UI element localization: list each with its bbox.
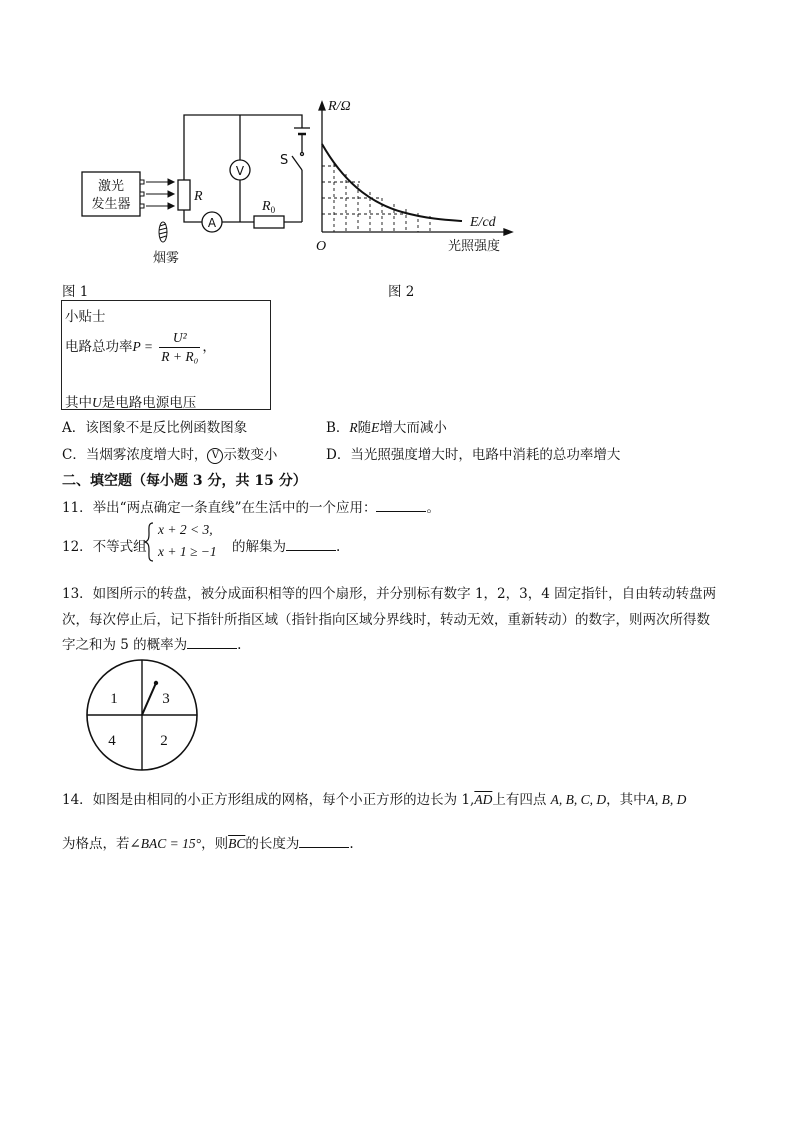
q12-suffix: 的解集为: [232, 539, 286, 555]
q12-prefix: 12．不等式组: [62, 539, 147, 555]
voltmeter-symbol-icon: V: [207, 448, 223, 464]
r-label: R: [194, 189, 203, 204]
question-11: [62, 496, 440, 516]
q14-line1: [62, 788, 686, 808]
graph-curve: [322, 144, 462, 221]
arc-ad: $\overline{AD}$: [474, 792, 493, 807]
option-a: A．该图象不是反比例函数图象: [62, 420, 248, 436]
photoresistor: [178, 180, 190, 210]
tip-line3: [65, 391, 196, 411]
q13-answer-blank: [187, 636, 237, 649]
tip-formula-prefix: 电路总功率: [65, 339, 133, 355]
q14-angle: ∠BAC = 15°: [129, 836, 202, 851]
section2-title: 二、填空题（每小题 3 分，共 15 分）: [62, 473, 307, 489]
laser-label-line1: 激光: [97, 179, 125, 194]
figure1-caption: 图 1: [62, 284, 89, 300]
q14-line1-prefix: 14．如图是由相同的小正方形组成的网格，每个小正方形的边长为 1,: [62, 792, 475, 808]
option-b-mid: 随: [357, 420, 372, 436]
sector-label-2: 2: [160, 733, 168, 749]
tip-line3-prefix: 其中: [65, 395, 92, 411]
q11-end: 。: [426, 500, 440, 516]
fraction-numerator: U²: [159, 329, 200, 348]
laser-label-line2: 发生器: [91, 197, 131, 212]
figure2-caption: 图 2: [388, 284, 415, 300]
q14-line2-end: .: [349, 836, 354, 852]
ammeter-label: A: [207, 216, 217, 230]
q12-suffix-group: [232, 535, 340, 555]
q14-line2-mid: ，则: [201, 836, 229, 852]
tip-formula-suffix: ，: [202, 339, 216, 355]
switch-label: S: [280, 153, 289, 168]
q14-points2: A, B, D: [646, 792, 687, 807]
q14-line2-prefix: 为格点，若: [62, 836, 130, 852]
switch-icon: [292, 153, 304, 171]
q14-answer-blank: [299, 835, 349, 848]
q12-answer-blank: [286, 538, 336, 551]
smoke-icon: [159, 222, 167, 242]
tip-line3-suffix: 是电路电源电压: [101, 395, 197, 411]
option-d: D．当光照强度增大时，电路中消耗的总功率增大: [326, 447, 621, 463]
option-b-var1: R: [349, 420, 358, 435]
tip-title: 小贴士: [65, 309, 106, 325]
circuit-diagram: [78, 108, 318, 278]
q14-line2: [62, 832, 354, 852]
q14-line1-mid2: ，其中: [606, 792, 647, 808]
smoke-label: 烟雾: [152, 251, 180, 266]
laser-beams: [140, 179, 174, 209]
battery-icon: [294, 128, 310, 134]
sector-label-4: 4: [108, 733, 116, 749]
q12-line2: x + 1 ≥ −1: [158, 544, 217, 559]
tip-formula-var: P =: [132, 339, 153, 354]
x-desc-label: 光照强度: [448, 239, 501, 254]
option-c-suffix: 示数变小: [223, 447, 278, 463]
fraction-denominator: R + R₀: [161, 349, 199, 364]
q13-line3-end: .: [237, 637, 242, 653]
r0-label: $R_0$: [262, 199, 276, 215]
q11-answer-blank: [376, 499, 426, 512]
y-axis-label: R/Ω: [328, 99, 351, 114]
tip-box: [61, 300, 271, 410]
resistor-r0: [254, 216, 284, 228]
option-c-prefix: C．当烟雾浓度增大时，: [62, 447, 208, 463]
tip-formula: [65, 329, 216, 366]
option-b-var2: E: [371, 420, 380, 435]
q13-line1: 13．如图所示的转盘，被分成面积相等的四个扇形，并分别标有数字 1，2，3，4 固定指针，自由转动转盘两: [62, 586, 717, 602]
sector-label-1: 1: [110, 691, 118, 707]
q12-end: .: [336, 539, 341, 555]
tip-line3-var: U: [92, 395, 102, 410]
q14-line2-suffix: 的长度为: [245, 836, 300, 852]
option-b: [326, 416, 447, 436]
spinner-dial: [84, 657, 200, 773]
sector-label-3: 3: [162, 691, 170, 707]
graph-dashed-grid: [322, 164, 430, 232]
q13-line3: [62, 633, 241, 653]
option-c: [62, 443, 277, 464]
q11-text: 11．举出“两点确定一条直线”在生活中的一个应用：: [62, 500, 377, 516]
origin-label: O: [316, 239, 327, 254]
voltmeter-label: V: [235, 164, 245, 178]
option-b-prefix: B．: [326, 420, 350, 436]
arc-bc: $\overline{BC}$: [228, 836, 246, 851]
q13-line3-prefix: 字之和为 5 的概率为: [62, 637, 188, 653]
power-fraction: [159, 329, 200, 366]
x-axis-label: E/cd: [470, 215, 496, 230]
q12-line1: x + 2 < 3,: [158, 522, 213, 537]
resistance-light-graph: [312, 94, 517, 262]
option-b-suffix: 增大而减小: [379, 420, 447, 436]
q14-line1-mid: 上有四点: [492, 792, 547, 808]
q13-line2: 次，每次停止后，记下指针所指区域（指针指向区域分界线时，转动无效，重新转动）的数字，则两次所得数: [62, 612, 710, 628]
q14-points: A, B, C, D: [550, 792, 607, 807]
brace-icon: [144, 522, 154, 562]
